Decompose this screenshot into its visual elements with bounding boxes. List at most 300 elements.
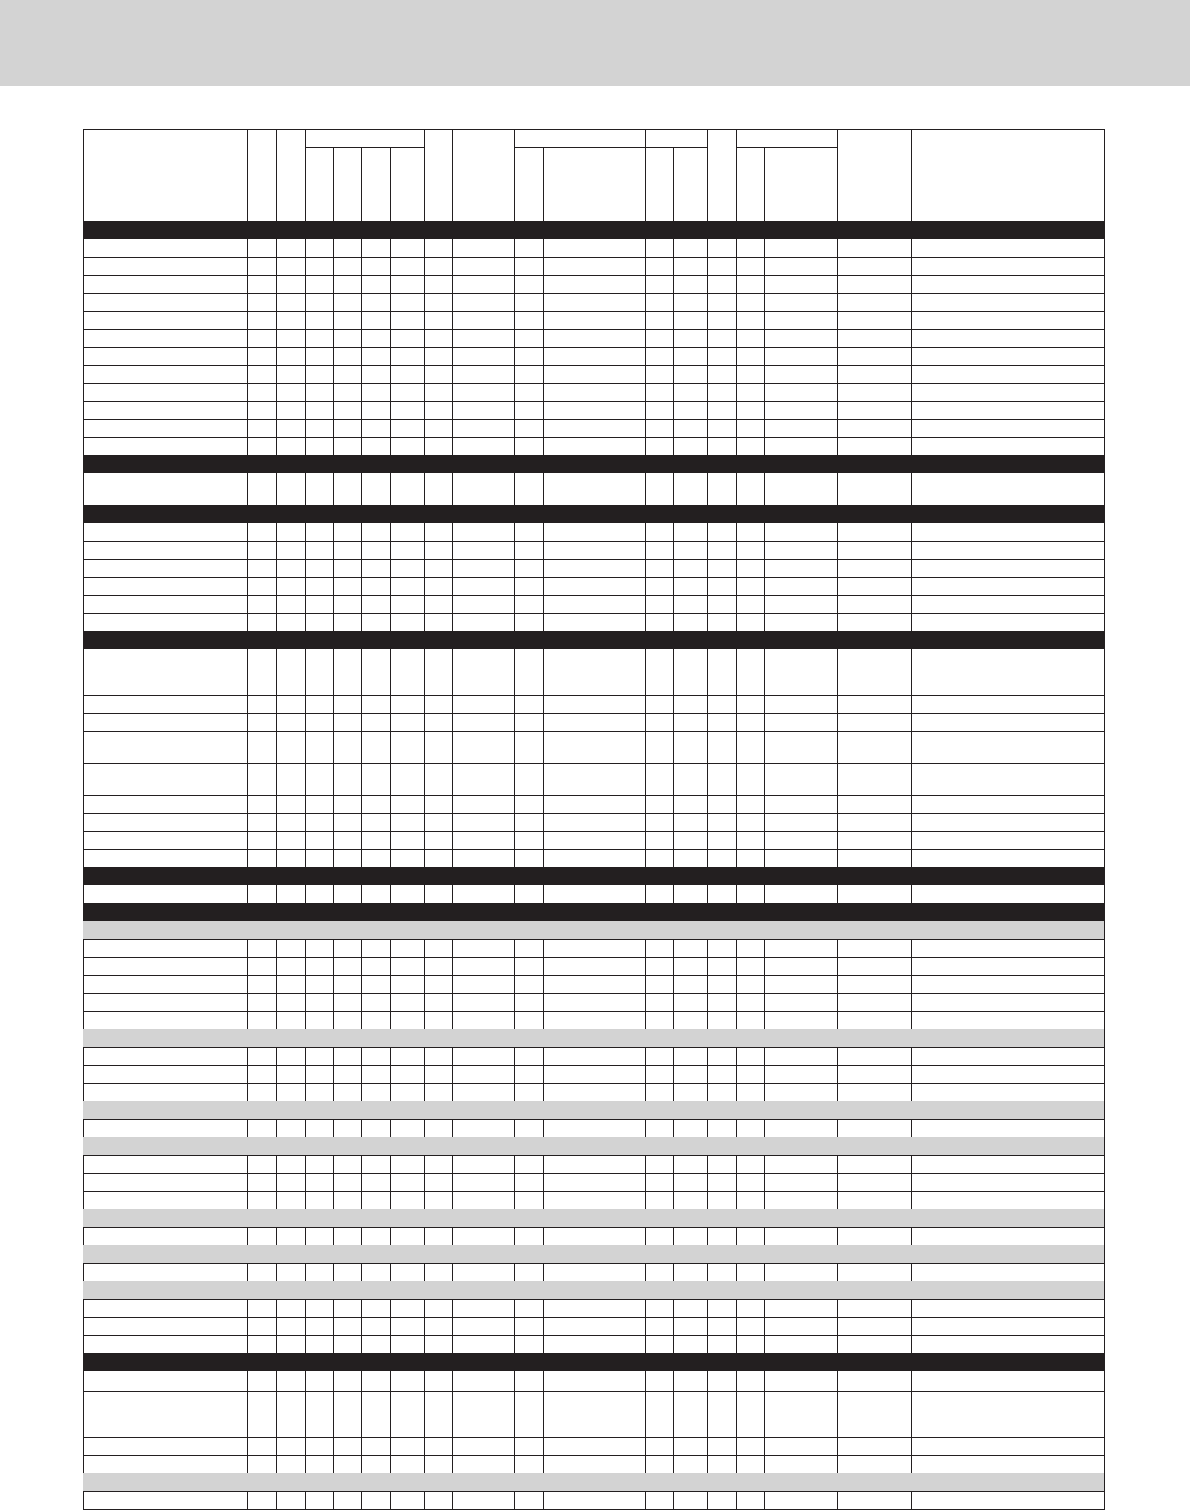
- cell-divider: [543, 559, 544, 577]
- cell-divider: [305, 1437, 306, 1455]
- cell-divider: [707, 849, 708, 867]
- cell-divider: [543, 1437, 544, 1455]
- cell-divider: [673, 1263, 674, 1281]
- header-column-divider: [424, 129, 425, 221]
- cell-divider: [390, 1119, 391, 1137]
- cell-divider: [645, 437, 646, 455]
- cell-divider: [333, 419, 334, 437]
- cell-divider: [543, 731, 544, 763]
- cell-divider: [837, 731, 838, 763]
- cell-divider: [390, 713, 391, 731]
- cell-divider: [424, 419, 425, 437]
- cell-divider: [361, 1491, 362, 1509]
- cell-divider: [645, 1119, 646, 1137]
- cell-divider: [305, 1083, 306, 1101]
- cell-divider: [452, 1191, 453, 1209]
- cell-divider: [543, 437, 544, 455]
- cell-divider: [764, 311, 765, 329]
- cell-divider: [911, 1299, 912, 1317]
- cell-divider: [707, 939, 708, 957]
- cell-divider: [247, 763, 248, 795]
- cell-divider: [673, 649, 674, 695]
- subsection-header-bar: [83, 1101, 1104, 1119]
- cell-divider: [837, 1317, 838, 1335]
- cell-divider: [707, 613, 708, 631]
- cell-divider: [543, 1491, 544, 1509]
- cell-divider: [305, 257, 306, 275]
- cell-divider: [764, 293, 765, 311]
- cell-divider: [305, 1317, 306, 1335]
- cell-divider: [543, 1391, 544, 1437]
- cell-divider: [673, 1173, 674, 1191]
- cell-divider: [837, 1065, 838, 1083]
- cell-divider: [390, 311, 391, 329]
- cell-divider: [707, 695, 708, 713]
- cell-divider: [333, 473, 334, 505]
- cell-divider: [247, 795, 248, 813]
- cell-divider: [736, 541, 737, 559]
- cell-divider: [305, 1011, 306, 1029]
- cell-divider: [911, 1491, 912, 1509]
- cell-divider: [673, 713, 674, 731]
- cell-divider: [837, 1263, 838, 1281]
- cell-divider: [305, 419, 306, 437]
- cell-divider: [305, 347, 306, 365]
- cell-divider: [837, 523, 838, 541]
- cell-divider: [764, 763, 765, 795]
- cell-divider: [361, 1391, 362, 1437]
- cell-divider: [305, 595, 306, 613]
- cell-divider: [305, 383, 306, 401]
- row-rule: [83, 1317, 1105, 1318]
- cell-divider: [764, 275, 765, 293]
- cell-divider: [333, 311, 334, 329]
- cell-divider: [543, 975, 544, 993]
- cell-divider: [673, 1299, 674, 1317]
- cell-divider: [707, 437, 708, 455]
- cell-divider: [736, 1391, 737, 1437]
- cell-divider: [305, 1491, 306, 1509]
- cell-divider: [452, 329, 453, 347]
- subsection-rule: [83, 1119, 1105, 1120]
- cell-divider: [645, 329, 646, 347]
- cell-divider: [247, 257, 248, 275]
- cell-divider: [837, 595, 838, 613]
- cell-divider: [837, 1155, 838, 1173]
- cell-divider: [543, 613, 544, 631]
- cell-divider: [276, 731, 277, 763]
- cell-divider: [514, 1317, 515, 1335]
- cell-divider: [837, 275, 838, 293]
- cell-divider: [361, 1083, 362, 1101]
- row-rule: [83, 1391, 1105, 1392]
- cell-divider: [361, 1335, 362, 1353]
- cell-divider: [707, 795, 708, 813]
- cell-divider: [424, 1119, 425, 1137]
- cell-divider: [333, 831, 334, 849]
- cell-divider: [361, 1173, 362, 1191]
- cell-divider: [333, 613, 334, 631]
- cell-divider: [247, 957, 248, 975]
- cell-divider: [764, 1437, 765, 1455]
- header-column-divider: [390, 147, 391, 221]
- cell-divider: [305, 239, 306, 257]
- cell-divider: [452, 473, 453, 505]
- cell-divider: [247, 1317, 248, 1335]
- cell-divider: [305, 939, 306, 957]
- cell-divider: [424, 813, 425, 831]
- subsection-header-bar: [83, 921, 1104, 939]
- cell-divider: [543, 1173, 544, 1191]
- cell-divider: [361, 293, 362, 311]
- cell-divider: [424, 1011, 425, 1029]
- cell-divider: [247, 1455, 248, 1473]
- cell-divider: [333, 437, 334, 455]
- cell-divider: [390, 849, 391, 867]
- cell-divider: [543, 523, 544, 541]
- cell-divider: [736, 1227, 737, 1245]
- cell-divider: [390, 1371, 391, 1391]
- cell-divider: [514, 1335, 515, 1353]
- cell-divider: [911, 293, 912, 311]
- cell-divider: [514, 1065, 515, 1083]
- cell-divider: [276, 1371, 277, 1391]
- cell-divider: [452, 1455, 453, 1473]
- cell-divider: [452, 1011, 453, 1029]
- cell-divider: [707, 1083, 708, 1101]
- cell-divider: [276, 1263, 277, 1281]
- table-border-top: [83, 129, 1105, 130]
- cell-divider: [837, 1191, 838, 1209]
- row-rule: [83, 595, 1105, 596]
- cell-divider: [837, 1119, 838, 1137]
- cell-divider: [361, 275, 362, 293]
- cell-divider: [543, 957, 544, 975]
- cell-divider: [247, 695, 248, 713]
- cell-divider: [305, 1047, 306, 1065]
- cell-divider: [707, 1191, 708, 1209]
- cell-divider: [247, 731, 248, 763]
- cell-divider: [276, 401, 277, 419]
- cell-divider: [305, 1335, 306, 1353]
- cell-divider: [424, 831, 425, 849]
- cell-divider: [543, 649, 544, 695]
- cell-divider: [911, 1455, 912, 1473]
- cell-divider: [736, 1191, 737, 1209]
- cell-divider: [707, 957, 708, 975]
- header-column-divider: [361, 147, 362, 221]
- cell-divider: [305, 541, 306, 559]
- cell-divider: [276, 347, 277, 365]
- cell-divider: [305, 763, 306, 795]
- cell-divider: [305, 885, 306, 903]
- subsection-rule: [83, 939, 1105, 940]
- cell-divider: [514, 1491, 515, 1509]
- cell-divider: [837, 1391, 838, 1437]
- cell-divider: [424, 1155, 425, 1173]
- cell-divider: [305, 1227, 306, 1245]
- cell-divider: [673, 763, 674, 795]
- cell-divider: [707, 541, 708, 559]
- cell-divider: [424, 1083, 425, 1101]
- cell-divider: [390, 1437, 391, 1455]
- row-rule: [83, 849, 1105, 850]
- cell-divider: [361, 849, 362, 867]
- cell-divider: [911, 939, 912, 957]
- cell-divider: [276, 613, 277, 631]
- cell-divider: [333, 383, 334, 401]
- cell-divider: [452, 813, 453, 831]
- cell-divider: [276, 239, 277, 257]
- cell-divider: [764, 559, 765, 577]
- cell-divider: [424, 1391, 425, 1437]
- cell-divider: [247, 849, 248, 867]
- cell-divider: [837, 1455, 838, 1473]
- cell-divider: [707, 1227, 708, 1245]
- row-rule: [83, 795, 1105, 796]
- header-column-divider: [736, 129, 737, 221]
- cell-divider: [764, 649, 765, 695]
- cell-divider: [673, 347, 674, 365]
- cell-divider: [390, 293, 391, 311]
- cell-divider: [305, 731, 306, 763]
- cell-divider: [390, 975, 391, 993]
- header-group-rule: [736, 147, 838, 148]
- cell-divider: [276, 939, 277, 957]
- cell-divider: [305, 831, 306, 849]
- cell-divider: [452, 613, 453, 631]
- cell-divider: [247, 559, 248, 577]
- cell-divider: [514, 257, 515, 275]
- cell-divider: [452, 1047, 453, 1065]
- row-rule: [83, 257, 1105, 258]
- cell-divider: [424, 559, 425, 577]
- cell-divider: [452, 419, 453, 437]
- cell-divider: [333, 595, 334, 613]
- cell-divider: [361, 975, 362, 993]
- cell-divider: [911, 1263, 912, 1281]
- cell-divider: [452, 595, 453, 613]
- cell-divider: [673, 831, 674, 849]
- cell-divider: [543, 577, 544, 595]
- cell-divider: [305, 1155, 306, 1173]
- cell-divider: [333, 577, 334, 595]
- cell-divider: [707, 401, 708, 419]
- cell-divider: [736, 595, 737, 613]
- cell-divider: [305, 993, 306, 1011]
- row-rule: [83, 311, 1105, 312]
- cell-divider: [673, 813, 674, 831]
- cell-divider: [333, 1317, 334, 1335]
- cell-divider: [333, 1173, 334, 1191]
- cell-divider: [305, 1299, 306, 1317]
- cell-divider: [837, 1173, 838, 1191]
- cell-divider: [452, 1391, 453, 1437]
- cell-divider: [543, 311, 544, 329]
- cell-divider: [911, 1317, 912, 1335]
- cell-divider: [764, 1227, 765, 1245]
- cell-divider: [390, 695, 391, 713]
- cell-divider: [645, 649, 646, 695]
- cell-divider: [764, 365, 765, 383]
- cell-divider: [452, 731, 453, 763]
- cell-divider: [514, 293, 515, 311]
- cell-divider: [645, 419, 646, 437]
- cell-divider: [736, 577, 737, 595]
- cell-divider: [424, 1227, 425, 1245]
- cell-divider: [247, 577, 248, 595]
- cell-divider: [390, 1317, 391, 1335]
- cell-divider: [673, 523, 674, 541]
- cell-divider: [361, 1263, 362, 1281]
- cell-divider: [390, 993, 391, 1011]
- cell-divider: [911, 957, 912, 975]
- cell-divider: [333, 1227, 334, 1245]
- cell-divider: [514, 1191, 515, 1209]
- cell-divider: [361, 257, 362, 275]
- cell-divider: [452, 383, 453, 401]
- row-rule: [83, 1011, 1105, 1012]
- cell-divider: [424, 795, 425, 813]
- cell-divider: [424, 993, 425, 1011]
- cell-divider: [361, 1119, 362, 1137]
- cell-divider: [645, 939, 646, 957]
- cell-divider: [736, 813, 737, 831]
- cell-divider: [645, 795, 646, 813]
- cell-divider: [333, 365, 334, 383]
- cell-divider: [736, 1317, 737, 1335]
- cell-divider: [514, 1437, 515, 1455]
- cell-divider: [645, 885, 646, 903]
- cell-divider: [276, 577, 277, 595]
- cell-divider: [837, 473, 838, 505]
- cell-divider: [911, 257, 912, 275]
- cell-divider: [276, 383, 277, 401]
- cell-divider: [673, 993, 674, 1011]
- cell-divider: [247, 1371, 248, 1391]
- cell-divider: [452, 1065, 453, 1083]
- cell-divider: [736, 1455, 737, 1473]
- cell-divider: [707, 383, 708, 401]
- cell-divider: [276, 849, 277, 867]
- cell-divider: [305, 1263, 306, 1281]
- row-rule: [83, 731, 1105, 732]
- cell-divider: [247, 649, 248, 695]
- cell-divider: [452, 1371, 453, 1391]
- cell-divider: [452, 1437, 453, 1455]
- header-group-rule: [305, 147, 425, 148]
- cell-divider: [837, 419, 838, 437]
- row-rule: [83, 763, 1105, 764]
- cell-divider: [837, 1047, 838, 1065]
- cell-divider: [911, 1047, 912, 1065]
- cell-divider: [911, 885, 912, 903]
- cell-divider: [333, 1191, 334, 1209]
- cell-divider: [247, 347, 248, 365]
- cell-divider: [764, 1371, 765, 1391]
- cell-divider: [736, 731, 737, 763]
- cell-divider: [543, 1455, 544, 1473]
- cell-divider: [736, 347, 737, 365]
- cell-divider: [764, 383, 765, 401]
- cell-divider: [673, 239, 674, 257]
- cell-divider: [305, 695, 306, 713]
- cell-divider: [333, 649, 334, 695]
- cell-divider: [736, 473, 737, 505]
- row-rule: [83, 713, 1105, 714]
- cell-divider: [361, 595, 362, 613]
- cell-divider: [247, 1173, 248, 1191]
- cell-divider: [911, 383, 912, 401]
- cell-divider: [333, 1263, 334, 1281]
- cell-divider: [305, 577, 306, 595]
- cell-divider: [837, 577, 838, 595]
- cell-divider: [305, 401, 306, 419]
- cell-divider: [333, 329, 334, 347]
- cell-divider: [514, 813, 515, 831]
- cell-divider: [333, 1119, 334, 1137]
- subsection-rule: [83, 1047, 1105, 1048]
- cell-divider: [276, 365, 277, 383]
- cell-divider: [361, 939, 362, 957]
- cell-divider: [707, 595, 708, 613]
- cell-divider: [543, 1335, 544, 1353]
- cell-divider: [276, 1299, 277, 1317]
- cell-divider: [645, 1491, 646, 1509]
- cell-divider: [911, 541, 912, 559]
- cell-divider: [333, 1083, 334, 1101]
- cell-divider: [361, 419, 362, 437]
- cell-divider: [736, 1263, 737, 1281]
- cell-divider: [764, 957, 765, 975]
- cell-divider: [911, 275, 912, 293]
- row-rule: [83, 365, 1105, 366]
- cell-divider: [911, 595, 912, 613]
- cell-divider: [276, 1391, 277, 1437]
- cell-divider: [424, 541, 425, 559]
- cell-divider: [911, 731, 912, 763]
- cell-divider: [514, 401, 515, 419]
- cell-divider: [645, 1437, 646, 1455]
- cell-divider: [736, 957, 737, 975]
- cell-divider: [424, 239, 425, 257]
- cell-divider: [673, 383, 674, 401]
- cell-divider: [911, 849, 912, 867]
- cell-divider: [390, 1191, 391, 1209]
- cell-divider: [361, 1227, 362, 1245]
- cell-divider: [645, 613, 646, 631]
- cell-divider: [276, 885, 277, 903]
- cell-divider: [764, 1065, 765, 1083]
- cell-divider: [514, 329, 515, 347]
- cell-divider: [707, 813, 708, 831]
- cell-divider: [911, 473, 912, 505]
- cell-divider: [673, 1227, 674, 1245]
- cell-divider: [764, 939, 765, 957]
- cell-divider: [911, 1065, 912, 1083]
- subsection-header-bar: [83, 1281, 1104, 1299]
- cell-divider: [333, 993, 334, 1011]
- cell-divider: [276, 831, 277, 849]
- subsection-header-bar: [83, 1473, 1104, 1491]
- cell-divider: [276, 975, 277, 993]
- cell-divider: [736, 885, 737, 903]
- cell-divider: [514, 1083, 515, 1101]
- cell-divider: [736, 1299, 737, 1317]
- cell-divider: [361, 1047, 362, 1065]
- cell-divider: [837, 1491, 838, 1509]
- header-group-rule: [514, 147, 646, 148]
